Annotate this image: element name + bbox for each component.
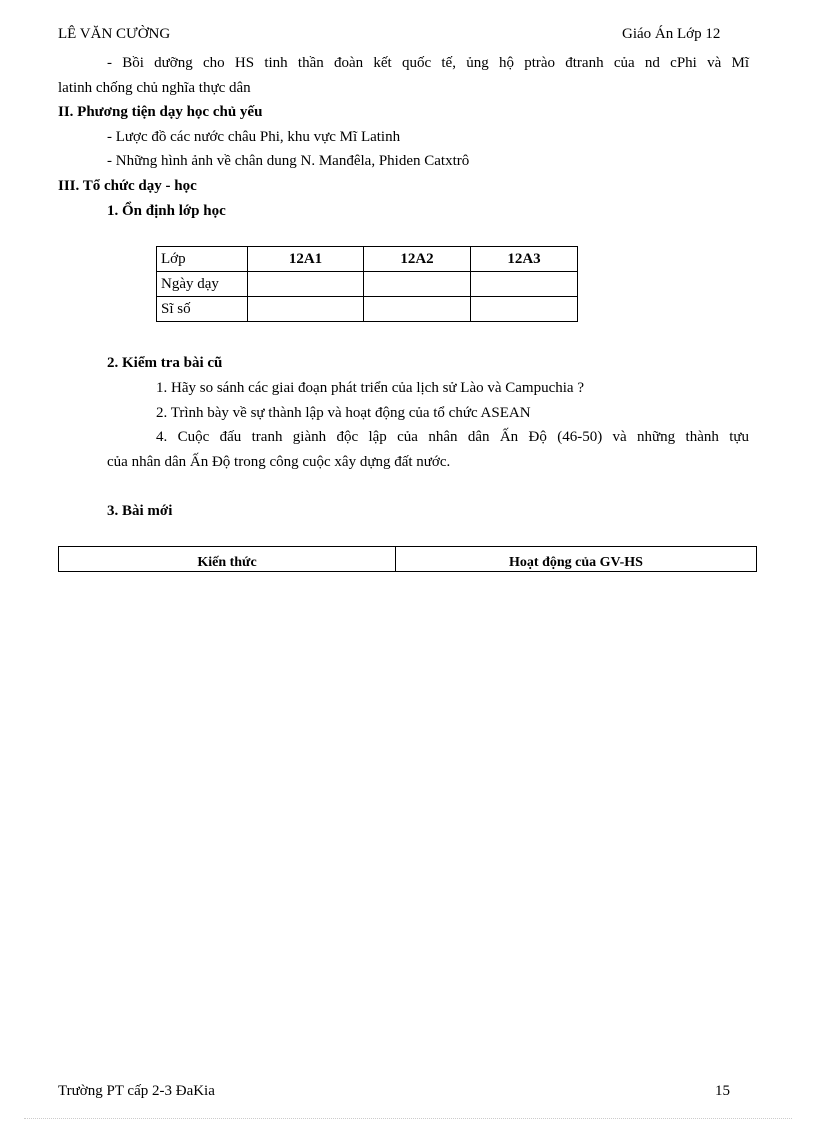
subsection-3-title: 3. Bài mới	[107, 503, 173, 519]
section-2-title: II. Phương tiện dạy học chủ yếu	[58, 104, 263, 120]
question-2: 2. Trình bày về sự thành lập và hoạt động của tổ chức ASEAN	[156, 405, 531, 421]
section-2-item-2: - Những hình ảnh về chân dung N. Manđêla, Phiden Catxtrô	[107, 153, 470, 169]
table-cell: Lớp	[157, 247, 248, 272]
header-doc-title: Giáo Án Lớp 12	[622, 26, 721, 42]
subsection-2-title: 2. Kiểm tra bài cũ	[107, 355, 223, 371]
table-row	[157, 272, 578, 297]
question-1: 1. Hãy so sánh các giai đoạn phát triển của lịch sử Lào và Campuchia ?	[156, 380, 584, 396]
question-4-line-1: 4. Cuộc đấu tranh giành độc lập của nhân dân Ấn Độ (46-50) và những thành tựu	[156, 429, 749, 445]
objective-line-2: latinh chống chủ nghĩa thực dân	[58, 80, 251, 96]
lesson-table	[58, 546, 757, 572]
footer-divider	[24, 1118, 792, 1119]
table-cell	[364, 272, 471, 297]
header-author: LÊ VĂN CƯỜNG	[58, 26, 171, 42]
table-cell: Ngày dạy	[157, 272, 248, 297]
objective-line-1: - Bồi dưỡng cho HS tinh thần đoàn kết quốc tế, ủng hộ ptrào đtranh của nd cPhi và Mĩ	[107, 55, 749, 71]
table-row	[157, 247, 578, 272]
subsection-1-title: 1. Ổn định lớp học	[107, 203, 226, 219]
table-row	[59, 547, 757, 572]
table-cell: Sĩ số	[157, 297, 248, 322]
table-header-cell: 12A1	[248, 247, 364, 272]
table-cell	[364, 297, 471, 322]
class-table	[156, 246, 578, 322]
footer-page-number: 15	[715, 1083, 730, 1099]
table-cell	[248, 272, 364, 297]
question-4-line-2: của nhân dân Ấn Độ trong công cuộc xây dựng đất nước.	[107, 454, 451, 470]
table-header-cell: 12A3	[471, 247, 578, 272]
table-row	[157, 297, 578, 322]
table-header-cell: 12A2	[364, 247, 471, 272]
table-header-activities: Hoạt động của GV-HS	[396, 547, 757, 572]
table-cell	[471, 297, 578, 322]
footer-school: Trường PT cấp 2-3 ĐaKia	[58, 1083, 215, 1099]
table-cell	[471, 272, 578, 297]
section-3-title: III. Tổ chức dạy - học	[58, 178, 197, 194]
table-cell	[248, 297, 364, 322]
table-header-knowledge: Kiến thức	[59, 547, 396, 572]
section-2-item-1: - Lược đồ các nước châu Phi, khu vực Mĩ Latinh	[107, 129, 401, 145]
